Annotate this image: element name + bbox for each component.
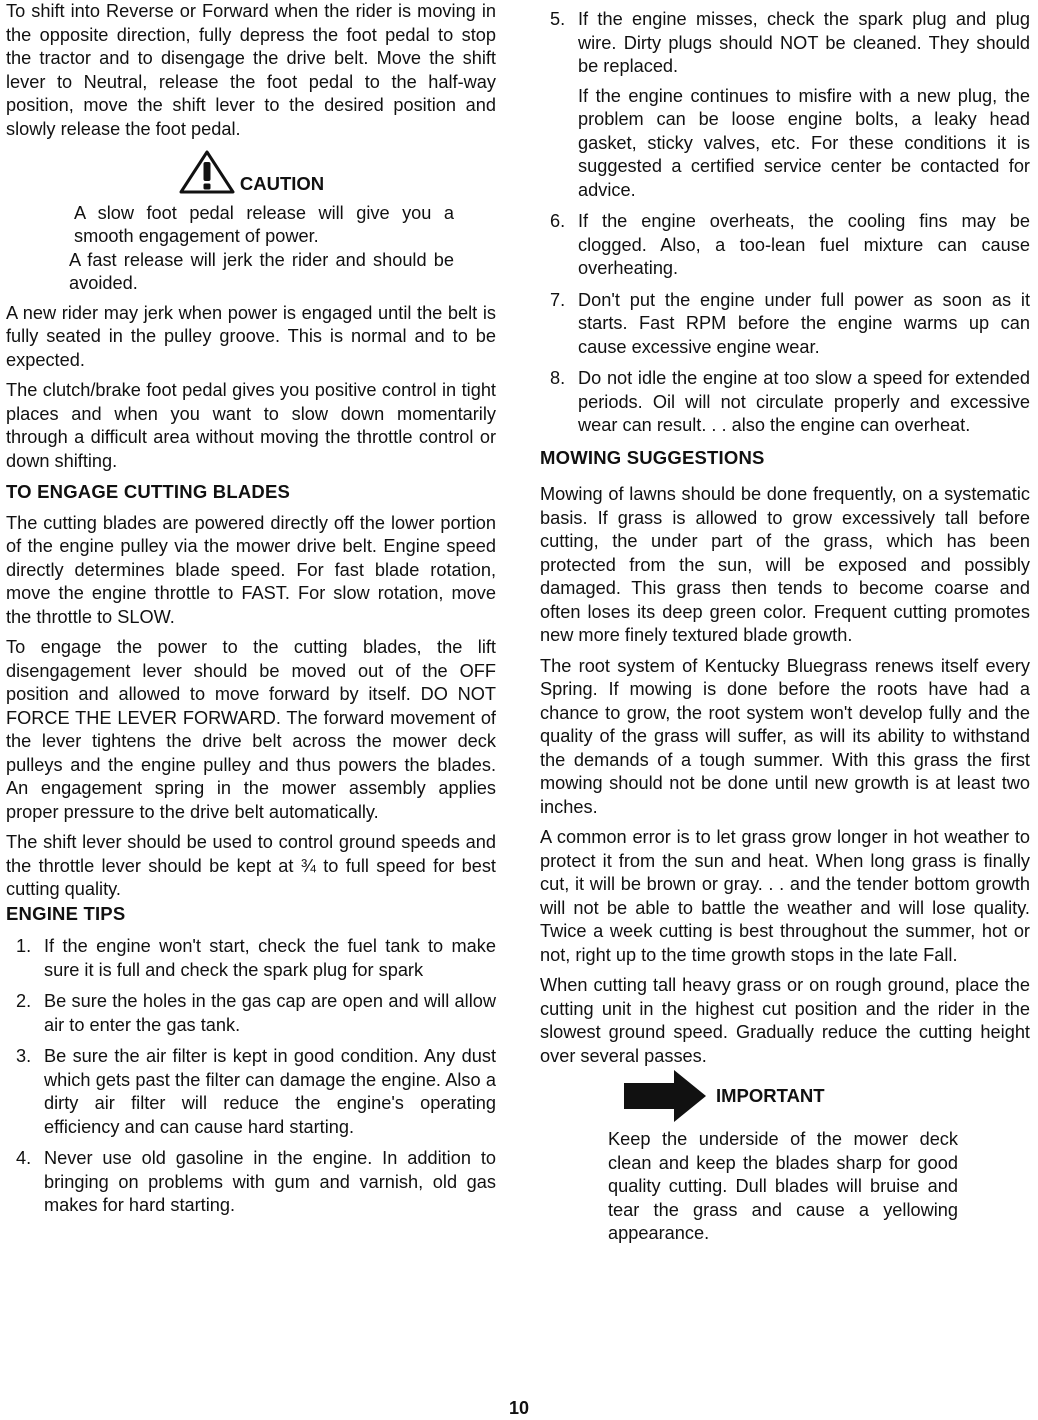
caution-title: CAUTION (239, 172, 325, 194)
list-item (6, 990, 496, 1037)
list-item-text: If the engine misses, check the spark plug and plug wire. Dirty plugs should NOT be cleaned. They should be replaced. (578, 9, 1030, 76)
list-item (540, 289, 1030, 360)
mowing-paragraph-4: When cutting tall heavy grass or on rough ground, place the cutting unit in the highest cut position and the rider in the slowest ground speed. Gradually reduce the cutting height over several passes. (540, 975, 1030, 1066)
list-item-text: Be sure the air filter is kept in good condition. Any dust which gets past the filter can damage the engine. Also a dirty air filter will reduce the engine's operating efficiency and can cause hard starting. (44, 1046, 496, 1137)
engine-tips-list-right (540, 8, 1030, 438)
clutch-paragraph: The clutch/brake foot pedal gives you positive control in tight places and when you want to slow down momentarily through a difficult area without moving the throttle control or down shifting. (6, 380, 496, 471)
important-paragraph: Keep the underside of the mower deck clean and keep the blades sharp for good quality cutting. Dull blades will bruise and tear the grass and cause a yellowing appearance. (608, 1129, 958, 1243)
engage-blades-heading: TO ENGAGE CUTTING BLADES (6, 481, 291, 502)
list-item (540, 210, 1030, 281)
important-box (540, 1070, 1030, 1246)
list-item-text: Never use old gasoline in the engine. In addition to bringing on problems with gum and varnish, old gas makes for hard starting. (44, 1148, 496, 1215)
list-item-number: 8. (550, 368, 566, 388)
caution-text (69, 202, 454, 296)
list-item-text: Be sure the holes in the gas cap are open and will allow air to enter the gas tank. (44, 991, 496, 1035)
list-item-text: Don't put the engine under full power as soon as it starts. Fast RPM before the engine warms up can cause excessive engine wear. (578, 289, 1030, 357)
list-item-number: 5. (550, 9, 566, 29)
blades-paragraph-1: The cutting blades are powered directly off the lower portion of the engine pulley via the mower drive belt. Engine speed directly determines blade speed. For fast blade rotation, move the engine throttle to FAST. For slow rotation, move the throttle to SLOW. (6, 512, 496, 627)
new-rider-paragraph: A new rider may jerk when power is engaged until the belt is fully seated in the pulley groove. This is normal and to be expected. (6, 302, 496, 370)
list-item-number: 6. (550, 211, 566, 231)
caution-box (6, 149, 496, 296)
list-item-number: 4. (16, 1148, 32, 1168)
list-item-number: 3. (16, 1046, 32, 1066)
list-item (540, 8, 1030, 202)
mowing-paragraph-2: The root system of Kentucky Bluegrass renews itself every Spring. If mowing is done before the roots have had a chance to grow, the root system won't develop fully and the quality of the grass will suffer, as will its ability to withstand the demands of a tough summer. With this grass the first mowing should not be done until new growth is at least two inches. (540, 655, 1030, 817)
list-item-text: If the engine overheats, the cooling fins may be clogged. Also, a too-lean fuel mixture can cause overheating. (578, 211, 1030, 278)
important-header (624, 1070, 1030, 1122)
mowing-suggestions-heading: MOWING SUGGESTIONS (540, 446, 765, 468)
important-text (608, 1128, 958, 1246)
blades-paragraph-3: The shift lever should be used to control ground speeds and the throttle lever should be kept at ¾ to full speed for best cutting quality. (6, 832, 496, 899)
list-item-number: 1. (16, 936, 32, 956)
caution-line-1: A slow foot pedal release will give you a smooth engagement of power. (74, 202, 454, 246)
engine-tips-list-left (6, 935, 496, 1218)
right-column (540, 8, 1030, 1246)
list-item-number: 2. (16, 991, 32, 1011)
list-item-number: 7. (550, 289, 566, 310)
list-item-text: Do not idle the engine at too slow a speed for extended periods. Oil will not circulate properly and excessive wear can result. . . also the engine can overheat. (578, 368, 1030, 435)
blades-paragraph-2: To engage the power to the cutting blades, the lift disengagement lever should be moved out of the OFF position and allowed to move forward by itself. DO NOT FORCE THE LEVER FORWARD. The forward movement of the lever tightens the drive belt across the mower deck pulleys and the engine pulley and thus powers the blades. An engagement spring in the mower assembly applies proper pressure to the drive belt automatically. (6, 637, 496, 822)
left-column (6, 0, 496, 1226)
list-item (6, 1147, 496, 1218)
page-number: 10 (508, 1398, 530, 1418)
list-item-text: If the engine won't start, check the fuel tank to make sure it is full and check the spark plug for spark (44, 936, 496, 980)
arrow-right-icon (624, 1070, 708, 1122)
list-item (6, 1045, 496, 1139)
warning-triangle-icon (178, 149, 236, 195)
engine-tips-heading: ENGINE TIPS (6, 902, 126, 924)
important-title: IMPORTANT (716, 1085, 825, 1107)
caution-header (178, 149, 324, 195)
mowing-paragraph-1: Mowing of lawns should be done frequently, on a systematic basis. If grass is allowed to grow excessively tall before cutting, the under part of the grass, which has been protected from the sun, will be exposed and possibly damaged. This grass then tends to become coarse and often loses its deep green color. Frequent cutting promotes new more finely textured blade growth. (540, 484, 1030, 645)
list-item-text-continued: If the engine continues to misfire with a new plug, the problem can be loose engine bolts, a leaky head gasket, sticky valves, etc. For these conditions it is suggested a certified service center be contacted for advice. (578, 85, 1030, 200)
list-item (540, 367, 1030, 438)
mowing-paragraph-3: A common error is to let grass grow longer in hot weather to protect it from the sun and heat. When long grass is finally cut, it will be brown or gray. . . and the tender bottom growth will not be able to battle the weather and will lose quality. Twice a week cutting is best throughout the summer, hot or not, right up to the time growth stops in the late Fall. (540, 827, 1030, 965)
intro-paragraph: To shift into Reverse or Forward when the rider is moving in the opposite direction, fully depress the foot pedal to stop the tractor and to disengage the drive belt. Move the shift lever to Neutral, release the foot pedal to the half-way position, move the shift lever to the desired position and slowly release the foot pedal. (6, 1, 496, 139)
caution-line-2: A fast release will jerk the rider and should be avoided. (69, 249, 454, 293)
list-item (6, 935, 496, 982)
